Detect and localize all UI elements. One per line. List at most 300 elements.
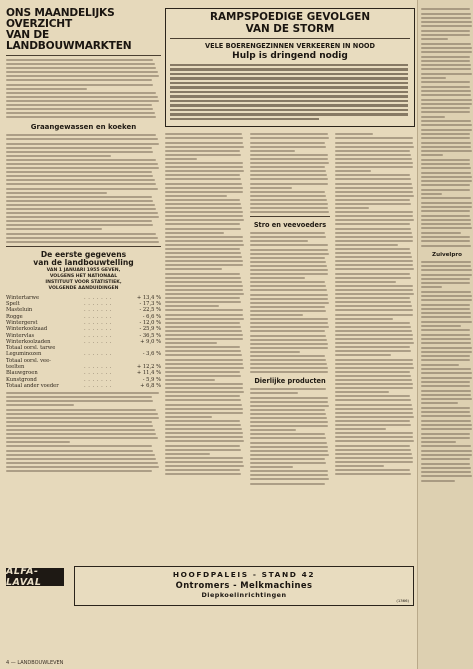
text-line: [335, 436, 413, 438]
text-line: [165, 232, 224, 234]
text-line: [6, 400, 153, 402]
lead-text-line: [170, 86, 408, 88]
text-line: [6, 183, 156, 185]
text-line: [6, 100, 159, 102]
text-line: [335, 314, 413, 316]
text-line: [335, 252, 411, 254]
leader-dots: . . . . . . .: [83, 326, 112, 333]
text-line: [165, 240, 243, 242]
text-line: [250, 273, 328, 275]
section-heading-census: [6, 251, 161, 268]
text-line: [421, 107, 470, 109]
lead-text-line: [170, 77, 408, 79]
text-line: [421, 154, 443, 156]
text-line: [335, 338, 413, 340]
text-line: [421, 25, 472, 27]
text-line: [250, 232, 325, 234]
text-line: [250, 142, 325, 144]
text-line: [250, 351, 300, 353]
text-line: [335, 289, 413, 291]
text-line: [421, 232, 461, 234]
text-line: [335, 207, 369, 209]
text-line: [250, 253, 329, 255]
text-line: [165, 211, 243, 213]
text-line: [421, 475, 472, 477]
text-line: [421, 342, 471, 344]
text-line: [250, 417, 327, 419]
text-line: [421, 428, 472, 430]
text-line: [250, 450, 328, 452]
text-line: [421, 480, 455, 482]
text-line: [165, 223, 240, 225]
text-line: [6, 445, 152, 447]
adjacent-section-heading: Zuivelpro: [432, 251, 462, 258]
leader-dots: . . . . . . .: [83, 364, 112, 371]
text-line: [6, 466, 159, 468]
text-line: [335, 440, 414, 442]
text-line: [250, 458, 325, 460]
text-line: [421, 385, 470, 387]
text-line: [250, 355, 325, 357]
text-line: [165, 289, 243, 291]
text-line: [250, 154, 328, 156]
text-line: [335, 412, 413, 414]
text-line: [421, 129, 472, 131]
text-line: [165, 178, 241, 180]
text-line: [335, 301, 411, 303]
text-line: [250, 281, 325, 283]
text-line: [335, 350, 411, 352]
text-line: [335, 256, 412, 258]
crop-label: Masteluin: [6, 307, 33, 314]
text-line: [6, 147, 152, 149]
text-line: [165, 412, 243, 414]
title-line: VAN DE STORM: [245, 22, 335, 35]
text-line: [421, 338, 471, 340]
text-line: [6, 188, 158, 190]
crop-label: Winterkoolzaad: [6, 326, 48, 333]
text-line: [165, 170, 244, 172]
text-line: [250, 388, 326, 390]
text-line: [335, 195, 414, 197]
text-line: [421, 202, 472, 204]
text-line: [6, 167, 159, 169]
text-line: [6, 470, 152, 472]
text-line: [335, 260, 413, 262]
caps-line: VOLGENS HET NATIONAAL: [49, 273, 118, 279]
text-line: [250, 211, 329, 213]
text-line: [250, 187, 292, 189]
text-line: [165, 404, 242, 406]
text-line: [421, 282, 470, 284]
text-line: [165, 285, 243, 287]
text-line: [421, 159, 470, 161]
text-line: [6, 192, 107, 194]
crop-label: Totaal ander voeder: [6, 382, 59, 389]
text-line: [421, 420, 471, 422]
lead-text-line: [170, 68, 408, 70]
market-overview-column: [6, 8, 161, 474]
text-line: [421, 111, 470, 113]
text-line: [335, 228, 411, 230]
text-line: [335, 305, 412, 307]
text-line: [335, 244, 398, 246]
text-line: [250, 199, 327, 201]
text-line: [421, 398, 472, 400]
text-line: [6, 155, 111, 157]
text-line: [250, 133, 328, 135]
text-line: [335, 248, 410, 250]
text-line: [421, 21, 472, 23]
text-line: [421, 295, 472, 297]
text-line: [165, 150, 240, 152]
text-line: [421, 368, 471, 370]
text-line: [335, 162, 413, 164]
crop-label: Kunstgrond: [6, 376, 37, 383]
crop-label: Spelt: [6, 301, 20, 308]
text-line: [421, 454, 472, 456]
text-line: [6, 441, 70, 443]
text-line: [165, 346, 240, 348]
text-line: [335, 215, 413, 217]
text-line: [165, 142, 243, 144]
text-line: [6, 396, 152, 398]
crop-label: Leguminozen: [6, 351, 42, 358]
leader-dots: . . . . . . .: [83, 301, 112, 308]
text-line: [421, 51, 472, 53]
text-line: [421, 467, 471, 469]
text-line: [165, 252, 241, 254]
text-line: [421, 312, 471, 314]
banner-line-2: Ontromers - Melkmachines: [175, 580, 313, 590]
text-line: [335, 461, 413, 463]
section-heading-grains: Graangewassen en koeken: [30, 123, 137, 132]
text-line: [421, 146, 471, 148]
text-line: [250, 236, 326, 238]
text-line: [165, 371, 240, 373]
text-line: [335, 170, 371, 172]
text-line: [335, 457, 413, 459]
heading-line: De eerste gegevens: [40, 249, 127, 259]
lead-text-line: [170, 104, 408, 106]
text-line: [335, 322, 410, 324]
article-column-1: [165, 131, 245, 486]
text-line: [421, 86, 470, 88]
text-line: [250, 269, 328, 271]
text-line: [335, 346, 410, 348]
text-line: [165, 379, 215, 381]
text-line: [165, 383, 243, 385]
text-line: [250, 478, 329, 480]
text-line: [335, 203, 411, 205]
text-line: [335, 309, 413, 311]
text-line: [421, 304, 470, 306]
text-line: [250, 466, 293, 468]
text-line: [250, 158, 328, 160]
text-line: [250, 401, 328, 403]
census-table: [6, 295, 161, 389]
text-line: [421, 176, 472, 178]
lead-text-line: [170, 82, 408, 84]
text-line: [250, 314, 303, 316]
text-line: [250, 265, 327, 267]
article-header-box: [165, 8, 415, 127]
text-line: [421, 390, 471, 392]
text-line: [335, 330, 412, 332]
text-line: [335, 236, 413, 238]
text-line: [250, 470, 328, 472]
article-columns: [165, 131, 415, 486]
text-line: [421, 424, 472, 426]
page-footer: 4 — LANDBOUWLEVEN: [6, 660, 64, 666]
text-line: [165, 469, 240, 471]
text-line: [421, 73, 472, 75]
text-line: [335, 232, 412, 234]
text-line: [6, 59, 153, 61]
text-line: [421, 13, 471, 15]
text-line: [6, 409, 156, 411]
text-line: [6, 425, 153, 427]
text-line: [250, 359, 326, 361]
text-line: [335, 367, 414, 369]
text-line: [250, 191, 325, 193]
crop-label: Wintervlas: [6, 332, 35, 339]
banner-line-3: Diepkoelinrichtingen: [201, 591, 287, 599]
table-row: [6, 383, 161, 389]
text-line: [250, 421, 328, 423]
text-line: [6, 450, 153, 452]
leader-dots: . . . . . . .: [83, 332, 112, 339]
crop-label: Wintergerst: [6, 319, 38, 326]
lead-text-line: [170, 73, 408, 75]
text-line: [6, 204, 155, 206]
lead-text-line: [170, 113, 408, 115]
text-line: [421, 142, 471, 144]
text-line: [165, 162, 243, 164]
text-line: [421, 219, 471, 221]
text-line: [250, 249, 328, 251]
text-line: [421, 124, 472, 126]
text-line: [165, 354, 242, 356]
text-line: [165, 273, 240, 275]
text-line: [250, 442, 327, 444]
text-line: [250, 397, 328, 399]
body-text-block: [6, 392, 161, 472]
text-line: [165, 440, 244, 442]
text-line: [421, 415, 471, 417]
text-line: [335, 395, 410, 397]
text-line: [165, 248, 240, 250]
text-line: [250, 413, 326, 415]
change-value: + 11,4 %: [136, 370, 161, 377]
text-line: [335, 191, 413, 193]
text-line: [165, 338, 243, 340]
text-line: [421, 77, 446, 79]
text-line: [421, 30, 470, 32]
text-line: [250, 257, 325, 259]
change-value: - 5,9 %: [142, 376, 161, 383]
text-line: [250, 343, 328, 345]
text-line: [165, 359, 243, 361]
section-heading-animal-products: Dierlijke producten: [254, 377, 326, 386]
text-line: [165, 461, 243, 463]
ad-code: (1366): [396, 598, 409, 603]
text-line: [250, 367, 328, 369]
text-line: [421, 167, 471, 169]
text-line: [250, 335, 326, 337]
text-line: [421, 184, 470, 186]
lead-text-line: [170, 100, 408, 102]
text-line: [6, 458, 156, 460]
text-line: [6, 233, 156, 235]
text-line: [165, 473, 241, 475]
text-line: [250, 409, 325, 411]
divider: [170, 38, 410, 39]
text-line: [421, 172, 471, 174]
body-text-block: [6, 59, 161, 118]
text-line: [250, 150, 295, 152]
crop-label: Rogge: [6, 313, 23, 320]
text-line: [335, 133, 373, 135]
text-line: [250, 178, 328, 180]
text-line: [165, 363, 243, 365]
text-line: [165, 457, 243, 459]
text-line: [250, 166, 325, 168]
text-line: [6, 88, 87, 90]
text-line: [335, 187, 413, 189]
text-line: [421, 402, 458, 404]
text-line: [6, 67, 156, 69]
text-line: [335, 354, 391, 356]
text-line: [250, 298, 328, 300]
text-line: [165, 305, 219, 307]
text-line: [421, 103, 472, 105]
text-line: [165, 228, 241, 230]
text-line: [421, 355, 470, 357]
text-line: [6, 79, 152, 81]
text-line: [6, 208, 156, 210]
text-line: [335, 223, 410, 225]
text-line: [165, 387, 243, 389]
text-line: [421, 90, 471, 92]
text-line: [421, 286, 442, 288]
text-line: [335, 383, 413, 385]
text-line: [421, 381, 470, 383]
section-heading-straw: Stro en veevoeders: [253, 221, 327, 230]
text-line: [6, 84, 153, 86]
text-line: [335, 469, 410, 471]
text-line: [421, 120, 471, 122]
leader-dots: . . . . . . .: [83, 376, 112, 383]
text-line: [335, 183, 412, 185]
leader-dots: . . . . . . .: [83, 382, 112, 389]
text-line: [165, 453, 210, 455]
text-line: [165, 183, 242, 185]
text-line: [165, 416, 212, 418]
adjacent-page-text: [421, 6, 473, 484]
text-line: [421, 261, 471, 263]
text-line: [6, 63, 155, 65]
text-line: [165, 375, 241, 377]
text-line: [6, 175, 153, 177]
adjacent-page-strip: [417, 0, 473, 669]
divider: [6, 55, 161, 56]
text-line: [335, 432, 413, 434]
text-line: [421, 64, 471, 66]
text-line: [335, 240, 413, 242]
text-line: [165, 395, 240, 397]
text-line: [165, 432, 243, 434]
text-line: [165, 158, 197, 160]
text-line: [250, 183, 328, 185]
text-line: [250, 446, 328, 448]
text-line: [421, 8, 470, 10]
text-line: [421, 81, 470, 83]
text-line: [165, 391, 244, 393]
text-line: [421, 180, 472, 182]
text-line: [250, 261, 326, 263]
text-line: [6, 159, 156, 161]
text-line: [421, 394, 471, 396]
text-line: [165, 174, 240, 176]
text-line: [335, 428, 386, 430]
text-line: [335, 408, 413, 410]
text-line: [335, 211, 413, 213]
text-line: [6, 143, 159, 145]
text-line: [421, 407, 470, 409]
text-line: [165, 137, 243, 139]
text-line: [6, 71, 158, 73]
text-line: [250, 437, 326, 439]
text-line: [165, 219, 244, 221]
text-line: [165, 424, 241, 426]
text-line: [165, 236, 243, 238]
text-line: [6, 454, 155, 456]
text-line: [421, 278, 470, 280]
text-line: [335, 379, 412, 381]
change-value: - 36,5 %: [139, 332, 161, 339]
text-line: [421, 137, 470, 139]
heading-line: van de landbouwtelling: [33, 258, 134, 268]
text-line: [250, 146, 326, 148]
text-line: [421, 193, 442, 195]
text-line: [335, 387, 413, 389]
text-line: [165, 187, 243, 189]
text-line: [421, 150, 472, 152]
text-line: [335, 166, 413, 168]
crop-label: Totaal oorsl. tarwe: [6, 345, 56, 352]
text-line: [6, 108, 153, 110]
text-line: [165, 326, 241, 328]
text-line: [250, 302, 329, 304]
text-line: [250, 339, 327, 341]
text-line: [6, 241, 159, 243]
text-line: [6, 151, 153, 153]
text-line: [335, 199, 410, 201]
text-line: [165, 318, 244, 320]
text-line: [250, 326, 329, 328]
change-value: + 9,0 %: [140, 338, 161, 345]
text-line: [6, 75, 159, 77]
lead-paragraph: [170, 64, 410, 120]
change-value: + 13,4 %: [136, 294, 161, 301]
text-line: [421, 34, 470, 36]
text-line: [250, 371, 328, 373]
text-line: [421, 274, 472, 276]
crop-label: Wintertarwe: [6, 294, 40, 301]
text-line: [250, 483, 325, 485]
text-line: [6, 96, 158, 98]
